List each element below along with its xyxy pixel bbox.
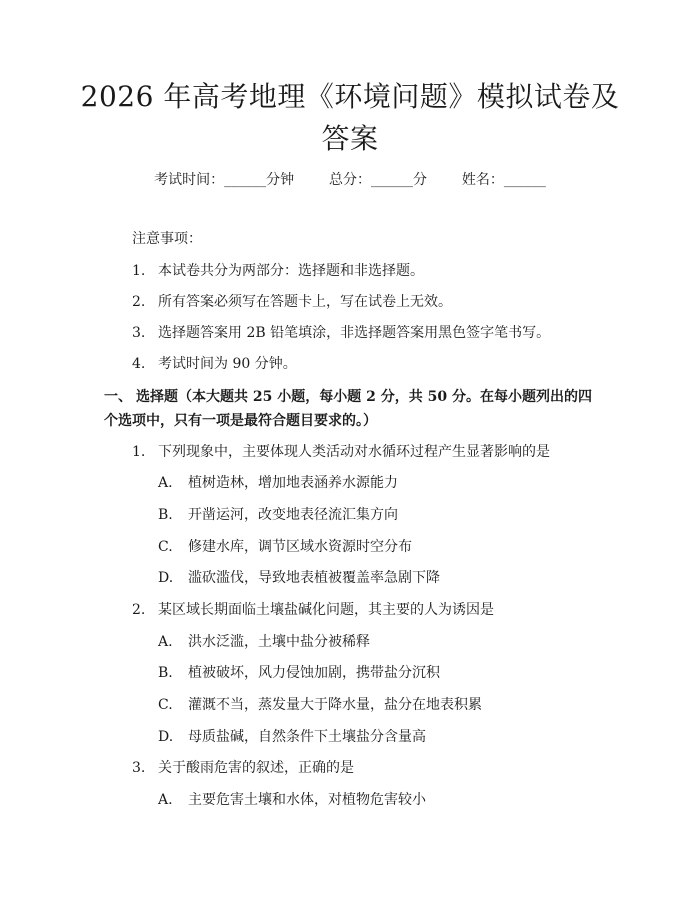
notice-item	[132, 292, 452, 312]
option-label: C.	[158, 697, 173, 713]
option-item	[158, 505, 398, 525]
question-stem	[132, 442, 550, 462]
question-number: 3.	[132, 760, 146, 776]
exam-meta	[0, 170, 700, 190]
notice-item-number: 1.	[132, 263, 146, 279]
option-text: 开凿运河，改变地表径流汇集方向	[188, 507, 398, 523]
option-item	[158, 727, 426, 747]
notice-item-text: 选择题答案用 2B 铅笔填涂，非选择题答案用黑色签字笔书写。	[158, 325, 551, 341]
notice-item-number: 2.	[132, 294, 146, 310]
option-text: 洪水泛滥，土壤中盐分被稀释	[188, 634, 370, 650]
question-stem	[132, 758, 354, 778]
time-label: 考试时间：	[154, 172, 225, 188]
score-unit: 分	[413, 172, 427, 188]
section-number: 一、	[104, 389, 132, 405]
question-number: 1.	[132, 444, 146, 460]
question-text: 下列现象中，主要体现人类活动对水循环过程产生显著影响的是	[158, 444, 550, 460]
option-text: 主要危害土壤和水体，对植物危害较小	[188, 792, 426, 808]
notice-item-number: 4.	[132, 356, 146, 372]
section-heading	[104, 385, 604, 433]
option-text: 母质盐碱，自然条件下土壤盐分含量高	[188, 729, 426, 745]
option-label: A.	[158, 792, 173, 808]
time-blank: ______	[224, 172, 267, 188]
option-text: 滥砍滥伐，导致地表植被覆盖率急剧下降	[188, 570, 440, 586]
notice-item-text: 所有答案必须写在答题卡上，写在试卷上无效。	[158, 294, 452, 310]
notice-heading: 注意事项：	[132, 231, 202, 247]
notice-item-text: 考试时间为 90 分钟。	[158, 356, 297, 372]
option-label: B.	[158, 665, 173, 681]
notice-item-number: 3.	[132, 325, 146, 341]
option-label: A.	[158, 475, 173, 491]
option-text: 植树造林，增加地表涵养水源能力	[188, 475, 398, 491]
option-label: C.	[158, 539, 173, 555]
score-blank: ______	[371, 172, 413, 188]
notice-item	[132, 323, 550, 343]
option-item	[158, 790, 426, 810]
name-blank: ______	[503, 172, 546, 188]
option-text: 灌溉不当，蒸发量大于降水量，盐分在地表积累	[188, 697, 482, 713]
option-item	[158, 568, 440, 588]
option-label: A.	[158, 634, 173, 650]
question-stem	[132, 600, 494, 620]
name-label: 姓名：	[461, 172, 504, 188]
notice-item-text: 本试卷共分为两部分：选择题和非选择题。	[158, 263, 424, 279]
section-text: 选择题（本大题共 25 小题，每小题 2 分，共 50 分。在每小题列出的四个选项中，只有一项是最符合题目要求的。）	[104, 389, 592, 429]
option-item	[158, 473, 398, 493]
option-label: D.	[158, 729, 174, 745]
notice-item	[132, 261, 424, 281]
option-label: B.	[158, 507, 173, 523]
question-number: 2.	[132, 602, 146, 618]
document-title: 2026 年高考地理《环境问题》模拟试卷及答案	[80, 80, 620, 155]
question-text: 某区域长期面临土壤盐碱化问题，其主要的人为诱因是	[158, 602, 494, 618]
score-label: 总分：	[329, 172, 371, 188]
option-text: 植被破坏，风力侵蚀加剧，携带盐分沉积	[188, 665, 440, 681]
option-label: D.	[158, 570, 174, 586]
option-text: 修建水库，调节区域水资源时空分布	[188, 539, 412, 555]
time-unit: 分钟	[266, 172, 295, 188]
question-text: 关于酸雨危害的叙述，正确的是	[158, 760, 354, 776]
notice-item	[132, 354, 297, 374]
option-item	[158, 663, 440, 683]
option-item	[158, 632, 370, 652]
option-item	[158, 537, 412, 557]
option-item	[158, 695, 482, 715]
